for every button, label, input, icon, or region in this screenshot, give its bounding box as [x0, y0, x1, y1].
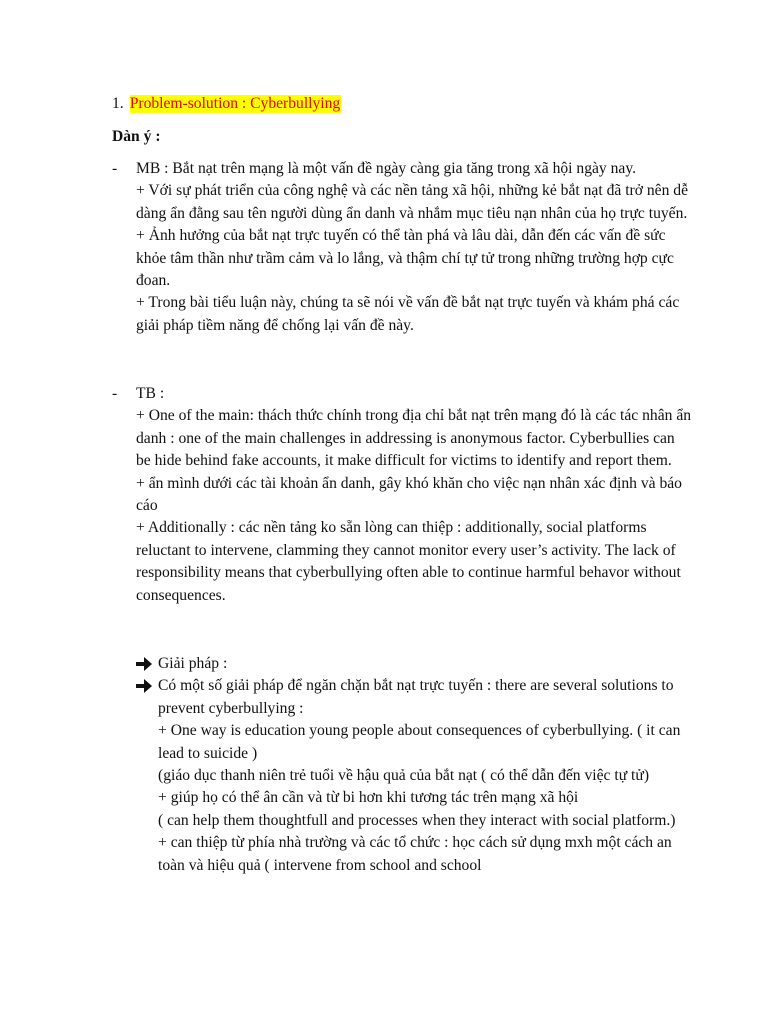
- list-dash: -: [112, 160, 118, 177]
- paragraph: (giáo dục thanh niên trẻ tuổi về hậu quả của bắt nạt ( có thể dẫn đến việc tự tử): [158, 767, 650, 785]
- solution-heading-row: [136, 653, 692, 675]
- paragraph: + Trong bài tiểu luận này, chúng ta sẽ nói về vấn đề bắt nạt trực tuyến và khám phá các giải pháp tiềm năng để chống lại vấn đề này.: [136, 294, 680, 334]
- outline-label: Dàn ý :: [112, 128, 161, 145]
- arrow-right-icon: [136, 657, 152, 671]
- paragraph: + Additionally : các nền tảng ko sẵn lòng can thiệp : additionally, social platforms reluctant to intervene, clamming they cannot monitor every user’s activity. The lack of responsibility means that cyberbullying often able to continue harmful behavor without consequences.: [136, 519, 681, 604]
- section-mb-body: [136, 158, 692, 337]
- list-dash: -: [112, 385, 118, 402]
- solution-intro-row: [136, 675, 692, 720]
- solution-intro: Có một số giải pháp để ngăn chặn bắt nạt trực tuyến : there are several solutions to prevent cyberbullying :: [158, 677, 674, 717]
- page-title: [112, 93, 341, 115]
- paragraph: ( can help them thoughtfull and processes when they interact with social platform.): [158, 811, 676, 829]
- paragraph: TB :: [136, 385, 165, 402]
- title-number: 1.: [112, 95, 124, 112]
- paragraph: + ẩn mình dưới các tài khoản ẩn danh, gây khó khăn cho việc nạn nhân xác định và báo cáo: [136, 474, 682, 515]
- section-solution: [136, 653, 692, 877]
- section-mb: [112, 158, 692, 337]
- solution-heading: Giải pháp :: [158, 655, 228, 672]
- paragraph: + Ảnh hưởng của bắt nạt trực tuyến có thể tàn phá và lâu dài, dẫn đến các vấn đề sức khỏe tâm thần như trầm cảm và lo lắng, và thậm chí tự tử trong những trường hợp cực đoan.: [136, 227, 674, 290]
- arrow-right-icon: [136, 679, 152, 693]
- section-tb: [112, 383, 692, 607]
- section-tb-body: [136, 383, 692, 607]
- paragraph: + giúp họ có thể ân cần và từ bi hơn khi tương tác trên mạng xã hội: [158, 789, 579, 807]
- paragraph: + Với sự phát triển của công nghệ và các nền tảng xã hội, những kẻ bắt nạt đã trở nên dễ dàng ẩn đằng sau tên người dùng ẩn danh và nhắm mục tiêu nạn nhân của họ trực tuyến.: [136, 182, 688, 222]
- paragraph: MB : Bắt nạt trên mạng là một vấn đề ngày càng gia tăng trong xã hội ngày nay.: [136, 160, 637, 177]
- title-text: Problem-solution : Cyberbullying: [129, 95, 341, 112]
- paragraph: + One way is education young people about consequences of cyberbullying. ( it can lead to suicide ): [158, 722, 681, 762]
- solution-details: [136, 720, 692, 877]
- paragraph: + One of the main: thách thức chính trong địa chỉ bắt nạt trên mạng đó là các tác nhân ẩn danh : one of the main challenges in addressing is anonymous factor. Cyberbullies can be hide behind fake accounts, it make difficult for victims to identify and report them.: [136, 407, 692, 470]
- paragraph: + can thiệp từ phía nhà trường và các tổ chức : học cách sử dụng mxh một cách an toàn và hiệu quả ( intervene from school and school: [158, 834, 672, 874]
